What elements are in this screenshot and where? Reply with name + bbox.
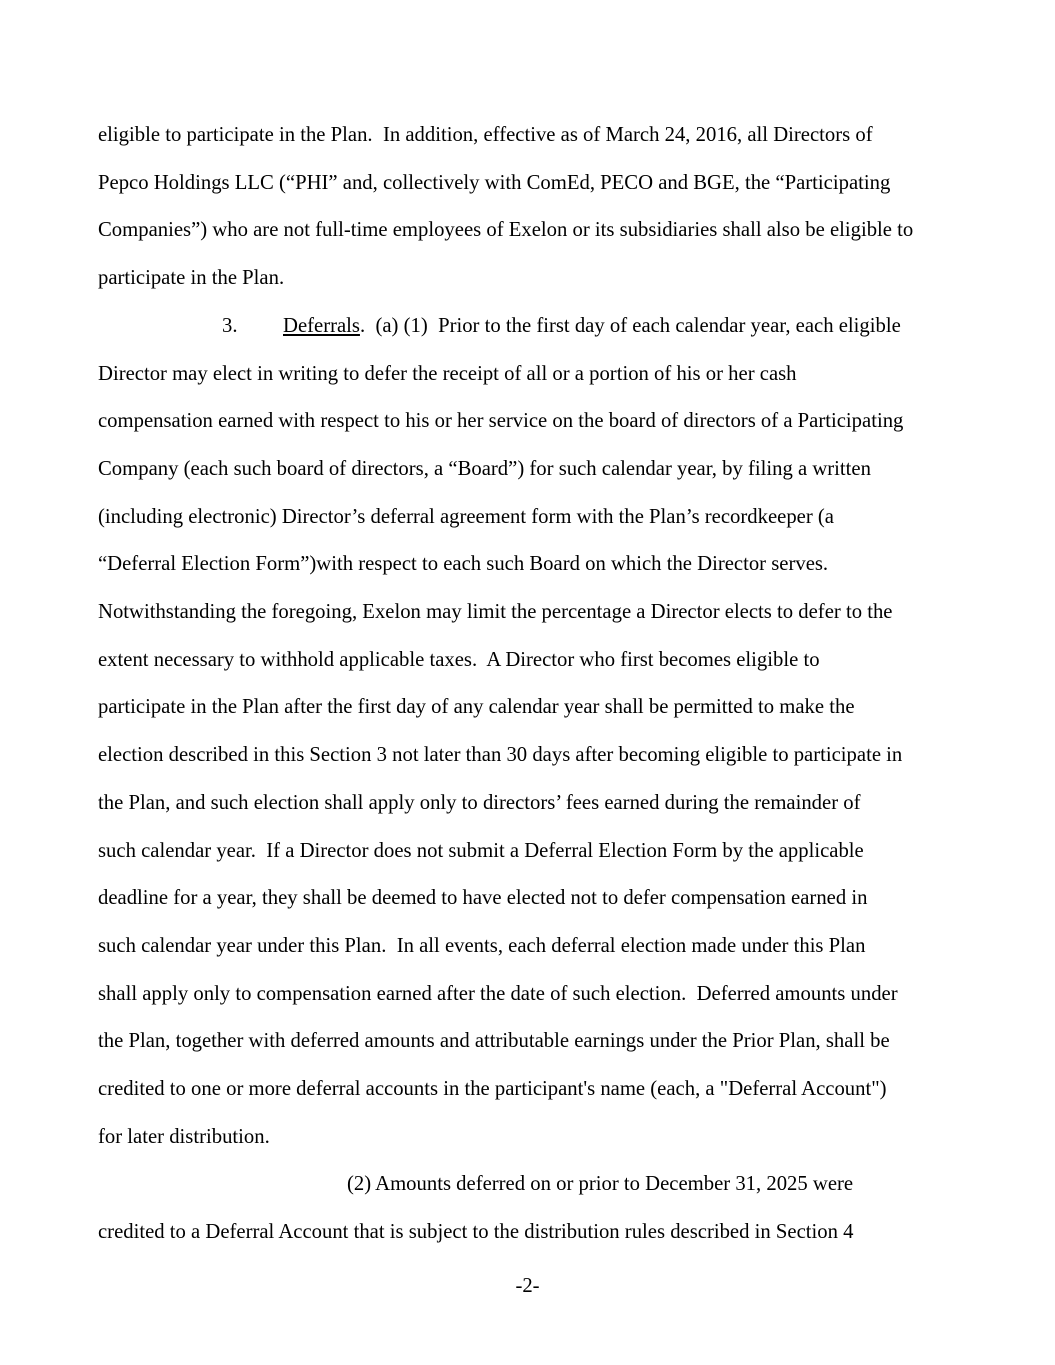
body-text-line: such calendar year under this Plan. In all events, each deferral election made under this Plan bbox=[98, 934, 866, 957]
section-first-line-text: . (a) (1) Prior to the first day of each calendar year, each eligible bbox=[359, 314, 901, 337]
body-text-line: credited to one or more deferral accounts in the participant's name (each, a "Deferral Account") bbox=[98, 1078, 887, 1101]
body-text-line: eligible to participate in the Plan. In addition, effective as of March 24, 2016, all Directors of bbox=[98, 124, 873, 146]
body-text-line: Director may elect in writing to defer the receipt of all or a portion of his or her cash bbox=[98, 362, 797, 385]
body-text-line: participate in the Plan after the first day of any calendar year shall be permitted to make the bbox=[98, 696, 855, 719]
body-text-line: such calendar year. If a Director does not submit a Deferral Election Form by the applicable bbox=[98, 839, 864, 862]
body-text-line: “Deferral Election Form”)with respect to each such Board on which the Director serves. bbox=[98, 553, 829, 576]
body-text-line: shall apply only to compensation earned after the date of such election. Deferred amounts under bbox=[98, 982, 898, 1005]
body-text-line: Pepco Holdings LLC (“PHI” and, collectively with ComEd, PECO and BGE, the “Participating bbox=[98, 171, 891, 194]
page-number: -2- bbox=[515, 1275, 540, 1297]
body-text-line: Companies”) who are not full-time employees of Exelon or its subsidiaries shall also be eligible to bbox=[98, 219, 914, 242]
section-number: 3. bbox=[222, 314, 238, 337]
body-text-line: compensation earned with respect to his or her service on the board of directors of a Participating bbox=[98, 410, 904, 433]
body-text-line: (including electronic) Director’s deferral agreement form with the Plan’s recordkeeper (a bbox=[98, 505, 834, 528]
body-text-line: Notwithstanding the foregoing, Exelon may limit the percentage a Director elects to defer to the bbox=[98, 601, 893, 624]
section3-first-line bbox=[98, 303, 995, 351]
body-text-line: extent necessary to withhold applicable taxes. A Director who first becomes eligible to bbox=[98, 648, 820, 671]
section-heading: Deferrals bbox=[283, 314, 360, 337]
body-text-line: election described in this Section 3 not later than 30 days after becoming eligible to participate in bbox=[98, 744, 903, 767]
body-text-line: credited to a Deferral Account that is subject to the distribution rules described in Section 4 bbox=[98, 1221, 854, 1244]
body-text-line: the Plan, and such election shall apply only to directors’ fees earned during the remainder of bbox=[98, 791, 861, 814]
body-text-line: participate in the Plan. bbox=[98, 267, 285, 290]
body-text-line: the Plan, together with deferred amounts and attributable earnings under the Prior Plan, shall be bbox=[98, 1030, 890, 1053]
body-text-line: Company (each such board of directors, a “Board”) for such calendar year, by filing a written bbox=[98, 457, 871, 480]
body-text-line: for later distribution. bbox=[98, 1125, 270, 1148]
subsection2-first-line: (2) Amounts deferred on or prior to December 31, 2025 were bbox=[347, 1173, 854, 1196]
body-text-line: deadline for a year, they shall be deemed to have elected not to defer compensation earned in bbox=[98, 887, 868, 910]
document-body bbox=[98, 112, 995, 1257]
